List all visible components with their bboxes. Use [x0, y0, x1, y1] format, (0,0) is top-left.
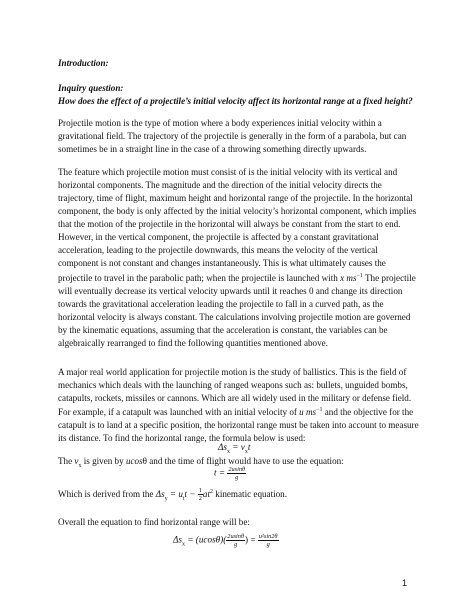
- eq4-numerator-1: 2usinθ: [227, 533, 245, 540]
- derived-text-1: Which is derived from the: [58, 489, 154, 500]
- paragraph-ballistics: A major real world application for projectile motion is the study of ballistics. This is the field of mechanics which deals with the launching of ranged weapons such as: bullets, unguided bombs, catapults, rockets, missiles or cannons. Which are all widely used in the military or defense field.: [58, 367, 412, 403]
- heading-introduction: Introduction:: [58, 58, 109, 68]
- inquiry-question: How does the effect of a projectile’s initial velocity affect its horizontal range at a fixed height?: [58, 96, 413, 106]
- vx-text-2: is given by: [81, 456, 124, 466]
- eq2-numerator: 2usinθ: [228, 466, 246, 473]
- vx-text-1: The: [58, 456, 73, 466]
- eq3-subscript-2: t: [182, 495, 185, 502]
- eq3-subscript: y: [164, 495, 168, 502]
- eq4-denominator-1: g: [234, 541, 238, 548]
- paragraph-features-text-1: The feature which projectile motion must consist of is the initial velocity with its vertical and horizontal components. The magnitude and the direction of the initial velocity directs the trajectory, time of flight, maximum height and horizontal range of the projectile. In the horizontal component, the body is only affected by the initial velocity’s horizontal component, which implies that the motion of the projectile in the horizontal will always be constant from the start to end. However, in the vertical component, the projectile is affected by a constant gravitational acceleration, leading to the projectile downwards, this means the velocity of the vertical component is not constant and changes instantaneously. This is what ultimately causes the projectile to travel in the parabolic path; when the projectile is launched with: [58, 167, 417, 284]
- equation-time-of-flight: [214, 466, 246, 481]
- paragraph-overall: Overall the equation to find horizontal range will be:: [58, 517, 250, 527]
- eq1-t: t: [247, 442, 251, 452]
- eq2-denominator: g: [235, 474, 239, 481]
- page-number: 1: [402, 578, 408, 588]
- eq4-fraction-1: [226, 533, 245, 548]
- paragraph-features: [58, 166, 420, 366]
- equation-final-range: [173, 533, 279, 550]
- initial-velocity-expression: u ms: [299, 407, 317, 418]
- inquiry-label: Inquiry question:: [58, 83, 124, 93]
- eq4-numerator-2: u²sin2θ: [258, 533, 278, 540]
- eq2-fraction: [227, 466, 246, 481]
- eq1-rhs: = v: [229, 442, 245, 452]
- paragraph-features-text-2: The projectile will eventually decrease its vertical velocity upwards until it reaches 0 and change its direction towards the gravitational acceleration leading the projectile to fall in a curved path, as the horizontal velocity is always constant. The calculations involving projectile motion are governed by the kinematic equations, assuming that the acceleration is constant, the variables can be algebraically rearranged to find the following quantities mentioned above.: [58, 273, 416, 349]
- eq4-middle: = (ucosθ)(: [184, 534, 227, 545]
- paragraph-derived: [58, 486, 420, 506]
- eq4-denominator-2: g: [266, 541, 270, 548]
- eq1-subscript: x: [226, 448, 230, 455]
- vx-text-3: and the time of flight would have to use the equation:: [146, 456, 344, 466]
- eq3-delta-s: Δs: [155, 489, 165, 500]
- paragraph-catapult: [58, 404, 420, 445]
- eq3-exponent: 2: [210, 489, 213, 495]
- paragraph-projectile-motion: Projectile motion is the type of motion where a body experiences initial velocity within a gravitational field. The trajectory of the projectile is generally in the form of a parabola, but can sometimes be in a straight line in the case of a throwing something directly upwards.: [58, 118, 407, 154]
- eq1-rhs-subscript: x: [244, 448, 248, 455]
- velocity-expression: x ms: [340, 273, 357, 284]
- eq4-fraction-2: [258, 533, 279, 548]
- ucos-symbol: ucos: [125, 456, 143, 466]
- vx-symbol: v: [74, 456, 79, 466]
- eq3-at: at: [202, 489, 210, 500]
- initial-velocity-exponent: −1: [316, 407, 323, 413]
- vx-subscript: x: [78, 462, 82, 469]
- velocity-exponent: −1: [356, 273, 363, 279]
- eq2-lhs: t =: [214, 467, 228, 478]
- theta-symbol: θ: [142, 456, 147, 466]
- eq4-close: ) =: [245, 534, 258, 545]
- eq3-t: t −: [184, 489, 198, 500]
- eq3-half-denominator: 2: [198, 495, 202, 503]
- paragraph-catapult-text-1: For example, if a catapult was launched with an initial velocity of: [58, 407, 297, 418]
- eq4-delta-s: Δs: [173, 534, 182, 545]
- eq3-mid: = u: [167, 489, 183, 500]
- eq3-half-numerator: 1: [198, 487, 202, 495]
- paragraph-catapult-text-2: and the objective for the catapult is to land at a specific position, the horizontal range must be taken into account to measure its distance. To find the horizontal range, the formula below is used:: [58, 407, 419, 444]
- eq1-delta-s: Δs: [218, 442, 227, 452]
- derived-text-2: kinematic equation.: [213, 489, 287, 500]
- eq4-subscript: x: [181, 541, 185, 548]
